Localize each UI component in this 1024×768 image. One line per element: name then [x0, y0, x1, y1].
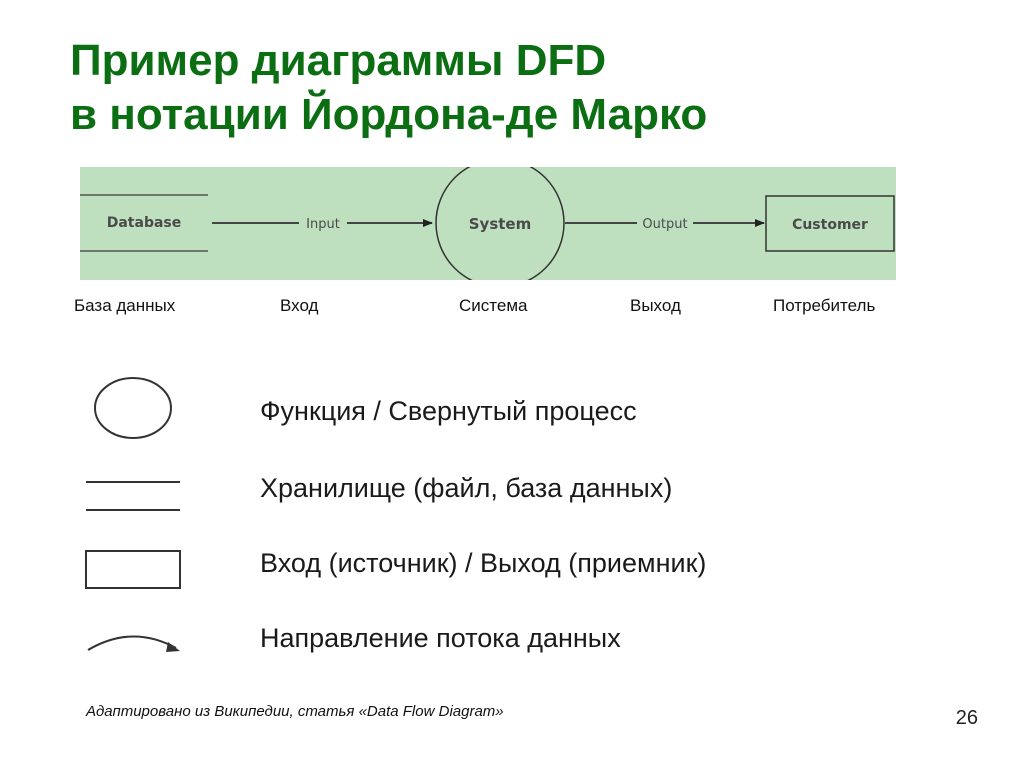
legend-label-datastore: Хранилище (файл, база данных)	[260, 473, 673, 503]
dfd-diagram-svg	[80, 167, 896, 280]
caption-output: Выход	[630, 296, 681, 315]
flow-output-label: Output	[642, 217, 688, 232]
node-database-label: Database	[106, 215, 182, 231]
legend-label-process: Функция / Свернутый процесс	[260, 396, 637, 426]
caption-system: Система	[459, 296, 528, 315]
caption-database: База данных	[74, 296, 176, 315]
node-customer-label: Customer	[792, 217, 868, 233]
parallel-lines-icon	[84, 474, 184, 518]
circle-icon	[88, 372, 178, 444]
legend-label-entity: Вход (источник) / Выход (приемник)	[260, 548, 707, 578]
curved-arrow-icon	[84, 622, 188, 662]
node-system-label: System	[468, 215, 532, 233]
slide-title	[70, 34, 707, 142]
source-footnote: Адаптировано из Википедии, статья «Data Flow Diagram»	[86, 703, 504, 720]
title-line-2: в нотации Йордона-де Марко	[70, 90, 708, 139]
caption-input: Вход	[280, 296, 319, 315]
caption-customer: Потребитель	[773, 296, 876, 315]
rectangle-icon	[84, 548, 184, 592]
flow-input-label: Input	[306, 217, 340, 232]
page-number: 26	[955, 707, 978, 729]
title-line-1: Пример диаграммы DFD	[70, 36, 607, 85]
dfd-example-diagram	[80, 167, 896, 280]
legend-label-flow: Направление потока данных	[260, 623, 621, 653]
